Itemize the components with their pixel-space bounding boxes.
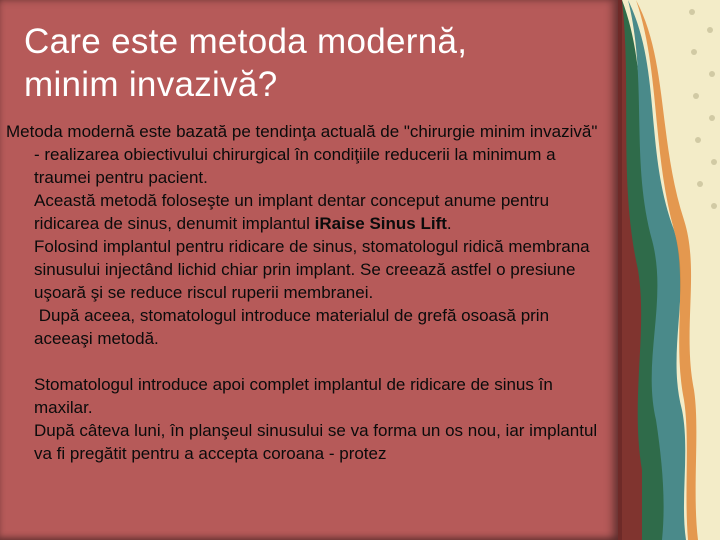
decorative-side-panel (622, 0, 720, 540)
paragraph-2-text: Această metodă foloseşte un implant dentar conceput anume pentru ridicarea de sinus, denumit implantul (34, 191, 550, 233)
implant-name: iRaise Sinus Lift (314, 214, 447, 233)
title-line-2: minim invazivă? (24, 65, 278, 104)
paragraph-6: După câteva luni, în planşeul sinusului se va forma un os nou, iar implantul va fi pregătit pentru a accepta coroana - protez (34, 421, 598, 463)
paragraph-4: După aceea, stomatologul introduce materialul de grefă osoasă prin aceeaşi metodă. (34, 306, 554, 348)
paragraph-5: Stomatologul introduce apoi complet implantul de ridicare de sinus în maxilar. (34, 375, 553, 417)
slide-body (6, 120, 606, 465)
paragraph-2 (6, 189, 606, 235)
paragraph-spacer (6, 350, 606, 373)
title-line-1: Care este metoda modernă, (24, 22, 468, 61)
slide-title (24, 20, 604, 106)
paragraph-2-end: . (446, 214, 452, 233)
paragraph-1: Metoda modernă este bazată pe tendinţa actuală de "chirurgie minim invazivă" - realizarea obiectivului chirurgical în condiţiile reducerii la minimum a traumei pentru pacient. (6, 122, 598, 187)
paragraph-3: Folosind implantul pentru ridicare de sinus, stomatologul ridică membrana sinusului injectând lichid chiar prin implant. Se creează astfel o presiune uşoară şi se reduce riscul ruperii membranei. (34, 237, 590, 302)
